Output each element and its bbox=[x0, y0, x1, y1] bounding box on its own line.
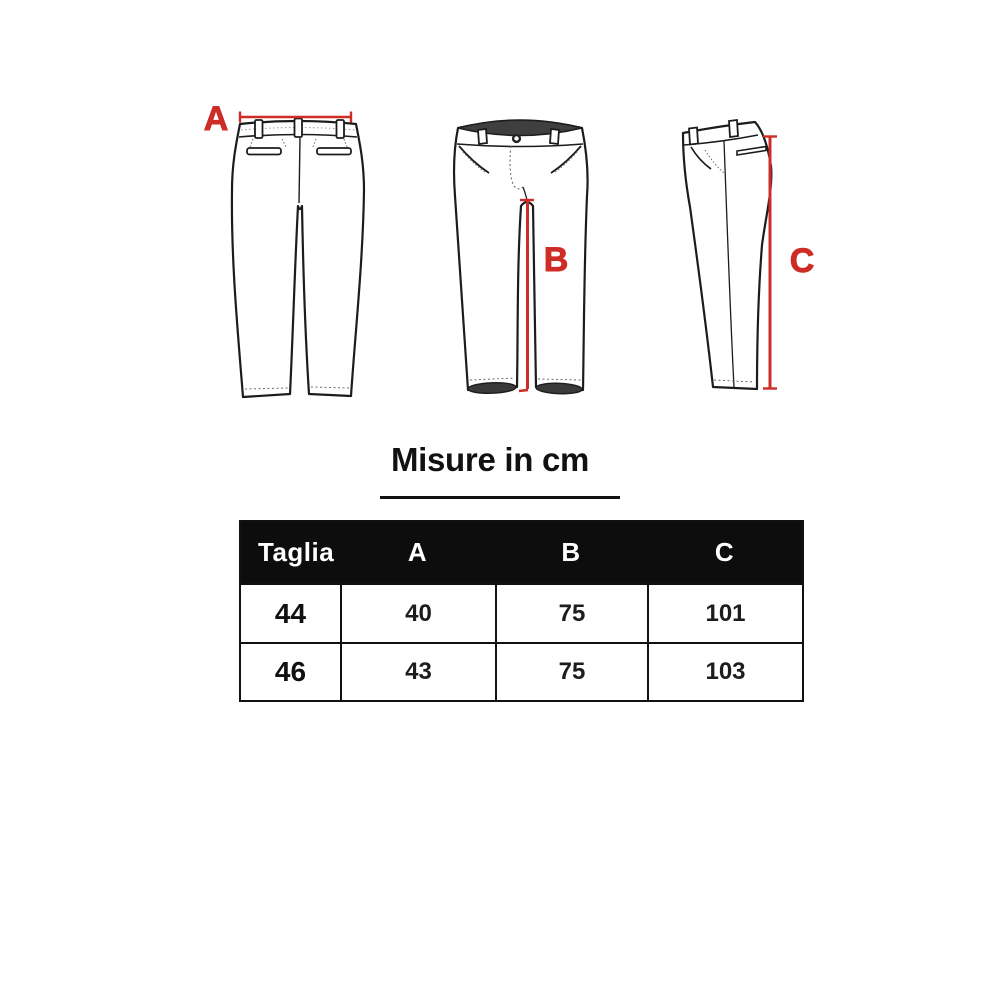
table-cell-value: 101 bbox=[647, 583, 802, 642]
title-underline bbox=[380, 496, 620, 499]
table-cell-value: 75 bbox=[495, 583, 647, 642]
table-cell-value: 43 bbox=[340, 642, 495, 700]
table-cell-value: 75 bbox=[495, 642, 647, 700]
page-title: Misure in cm bbox=[390, 441, 590, 478]
pants-outline bbox=[232, 121, 364, 397]
table-cell-value: 103 bbox=[647, 642, 802, 700]
pants-back-view-drawing bbox=[195, 90, 380, 410]
size-table-header-a: A bbox=[340, 522, 495, 583]
measure-label-b: B bbox=[543, 241, 569, 279]
size-table-header-taglia: Taglia bbox=[241, 522, 340, 583]
pants-front-view-drawing bbox=[440, 95, 625, 410]
belt-loop-icon bbox=[478, 129, 487, 144]
belt-loop-icon bbox=[337, 120, 345, 138]
belt-loop-icon bbox=[550, 129, 559, 144]
back-pocket-welt bbox=[317, 148, 351, 155]
button-icon bbox=[513, 135, 520, 142]
back-pocket-welt bbox=[247, 148, 281, 155]
belt-loop-icon bbox=[689, 128, 698, 145]
belt-loop-icon bbox=[729, 120, 738, 137]
measure-line-b bbox=[519, 200, 534, 391]
table-cell-size: 44 bbox=[241, 583, 340, 642]
belt-loop-icon bbox=[255, 120, 263, 138]
table-cell-value: 40 bbox=[340, 583, 495, 642]
measure-label-c: C bbox=[789, 242, 815, 280]
pants-side-view-drawing bbox=[655, 95, 835, 410]
pants-outline bbox=[683, 122, 771, 389]
size-table bbox=[239, 520, 804, 702]
table-cell-size: 46 bbox=[241, 642, 340, 700]
size-table-header-c: C bbox=[647, 522, 802, 583]
center-back-seam bbox=[299, 138, 300, 203]
measure-label-a: A bbox=[203, 100, 229, 138]
belt-loop-icon bbox=[295, 119, 303, 138]
size-table-header-b: B bbox=[495, 522, 647, 583]
